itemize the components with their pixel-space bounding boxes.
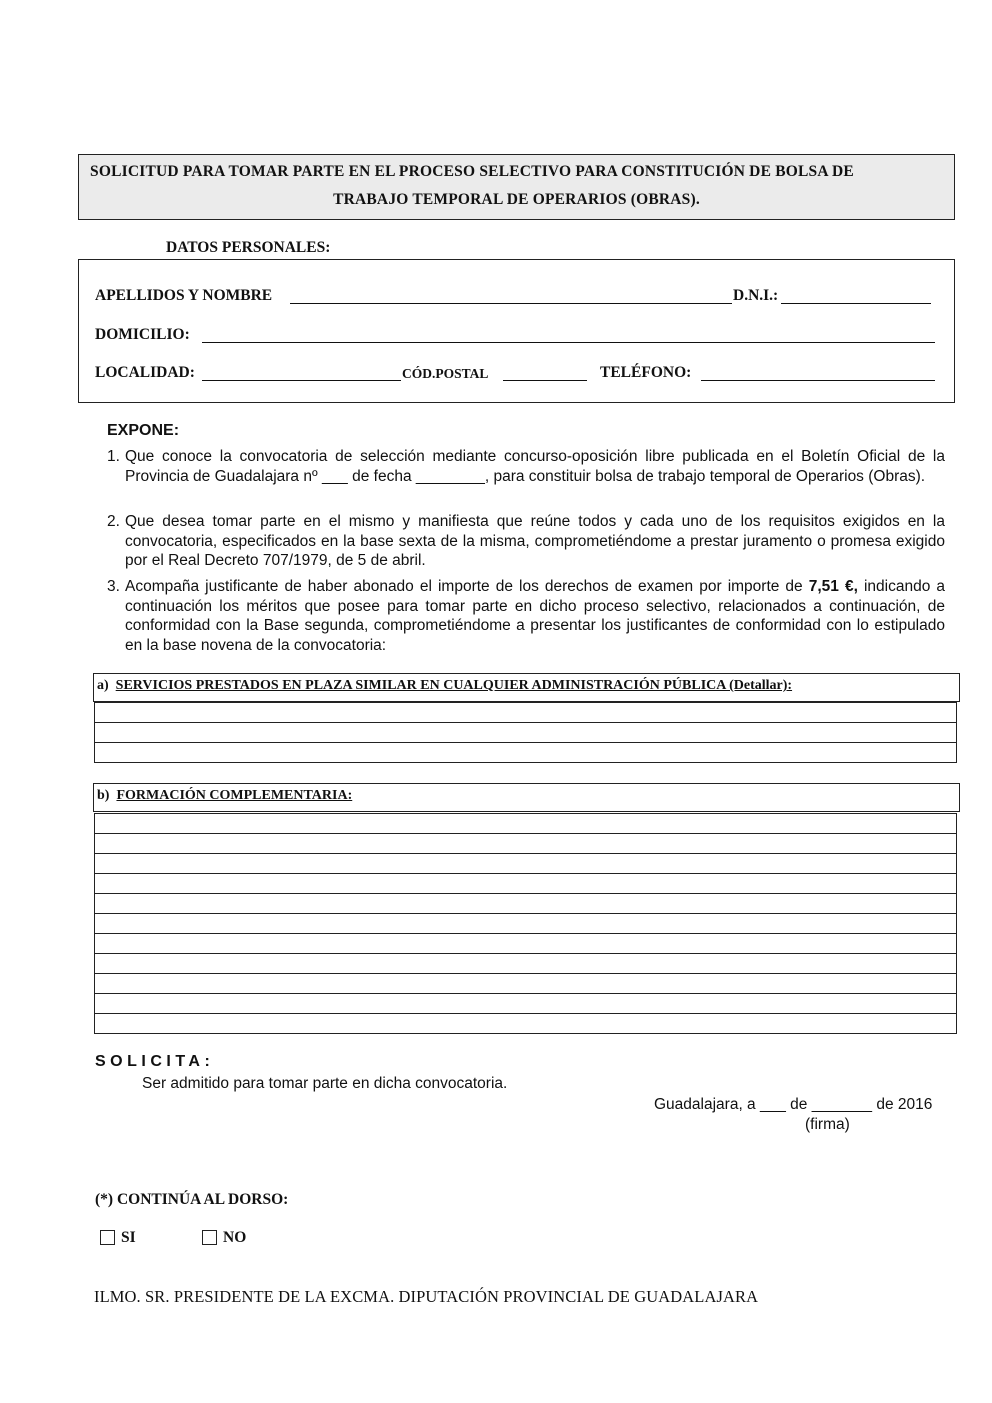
section-a-prefix: a) [97,678,109,693]
expone-item-number: 2. [107,513,120,530]
si-checkbox[interactable] [100,1230,115,1245]
writing-line[interactable] [95,853,956,873]
writing-line[interactable] [95,813,956,833]
cod-postal-label: CÓD.POSTAL [402,366,489,381]
form-title-box [78,154,955,220]
form-title-line2: TRABAJO TEMPORAL DE OPERARIOS (OBRAS). [333,191,700,208]
writing-line[interactable] [95,833,956,853]
localidad-label: LOCALIDAD: [95,364,195,381]
expone-item-number: 1. [107,448,120,465]
section-b-header [93,783,960,812]
expone-item-3-text-after: indicando a continuación los méritos que posee para tomar parte en dicho proceso selectivo, relacionados a continuación, de conformidad con la Base segunda, comprometiéndome a presentar los justificantes de conformidad con lo estipulado en la base novena de la convocatoria: [125,578,946,654]
writing-line[interactable] [95,722,956,742]
writing-line[interactable] [95,893,956,913]
expone-item-text: Que conoce la convocatoria de selección mediante concurso-oposición libre publicada en el Boletín Oficial de la Provincia de Guadalajara nº ___ de fecha ________, para constituir bolsa de trabajo temporal de Operarios (Obras). [125,448,945,485]
writing-line[interactable] [95,973,956,993]
apellidos-field[interactable] [290,303,732,304]
dni-field[interactable] [781,303,931,304]
writing-line[interactable] [95,873,956,893]
expone-item-text [125,577,945,655]
solicita-text: Ser admitido para tomar parte en dicha convocatoria. [142,1075,508,1092]
apellidos-label: APELLIDOS Y NOMBRE [95,287,273,304]
date-line: Guadalajara, a ___ de _______ de 2016 [654,1096,933,1113]
writing-line[interactable] [95,742,956,762]
continua-dorso-label: (*) CONTINÚA AL DORSO: [95,1191,289,1208]
domicilio-field[interactable] [202,342,935,343]
section-a-header [93,673,960,702]
expone-item-number: 3. [107,578,120,595]
writing-line[interactable] [95,953,956,973]
dni-label: D.N.I.: [733,287,779,304]
expone-item-text: Que desea tomar parte en el mismo y manifiesta que reúne todos y cada uno de los requisitos exigidos en la convocatoria, especificados en la base sexta de la misma, comprometiéndome a prestar juramento o promesa exigido por el Real Decreto 707/1979, de 5 de abril. [125,513,945,569]
no-checkbox[interactable] [202,1230,217,1245]
writing-line[interactable] [95,933,956,953]
signature-label: (firma) [805,1116,850,1133]
cod-postal-field[interactable] [503,380,587,381]
section-b-prefix: b) [97,788,110,803]
writing-line[interactable] [95,913,956,933]
domicilio-label: DOMICILIO: [95,326,190,343]
section-a-label: SERVICIOS PRESTADOS EN PLAZA SIMILAR EN CUALQUIER ADMINISTRACIÓN PÚBLICA (Detallar): [115,678,793,693]
addressee-footer: ILMO. SR. PRESIDENTE DE LA EXCMA. DIPUTACIÓN PROVINCIAL DE GUADALAJARA [94,1287,759,1306]
expone-heading: EXPONE: [107,422,180,439]
writing-line[interactable] [95,702,956,722]
telefono-label: TELÉFONO: [600,364,692,381]
form-title-line1: SOLICITUD PARA TOMAR PARTE EN EL PROCESO SELECTIVO PARA CONSTITUCIÓN DE BOLSA DE [90,163,854,180]
no-label: NO [223,1229,247,1246]
solicita-heading: SOLICITA: [95,1053,215,1070]
telefono-field[interactable] [701,380,935,381]
personal-data-box [78,259,955,403]
section-a-lines[interactable] [94,702,957,763]
expone-item-3-text-before: Acompaña justificante de haber abonado el importe de los derechos de examen por importe de [125,578,809,595]
section-b-label: FORMACIÓN COMPLEMENTARIA: [116,788,353,803]
writing-line[interactable] [95,993,956,1013]
fee-amount: 7,51 €, [808,578,858,595]
expone-item-3 [107,577,945,655]
datos-personales-heading: DATOS PERSONALES: [166,239,331,256]
expone-item-1 [107,447,945,486]
expone-item-2 [107,512,945,571]
localidad-field[interactable] [202,380,401,381]
si-label: SI [121,1229,136,1246]
writing-line[interactable] [95,1013,956,1033]
section-b-lines[interactable] [94,813,957,1034]
